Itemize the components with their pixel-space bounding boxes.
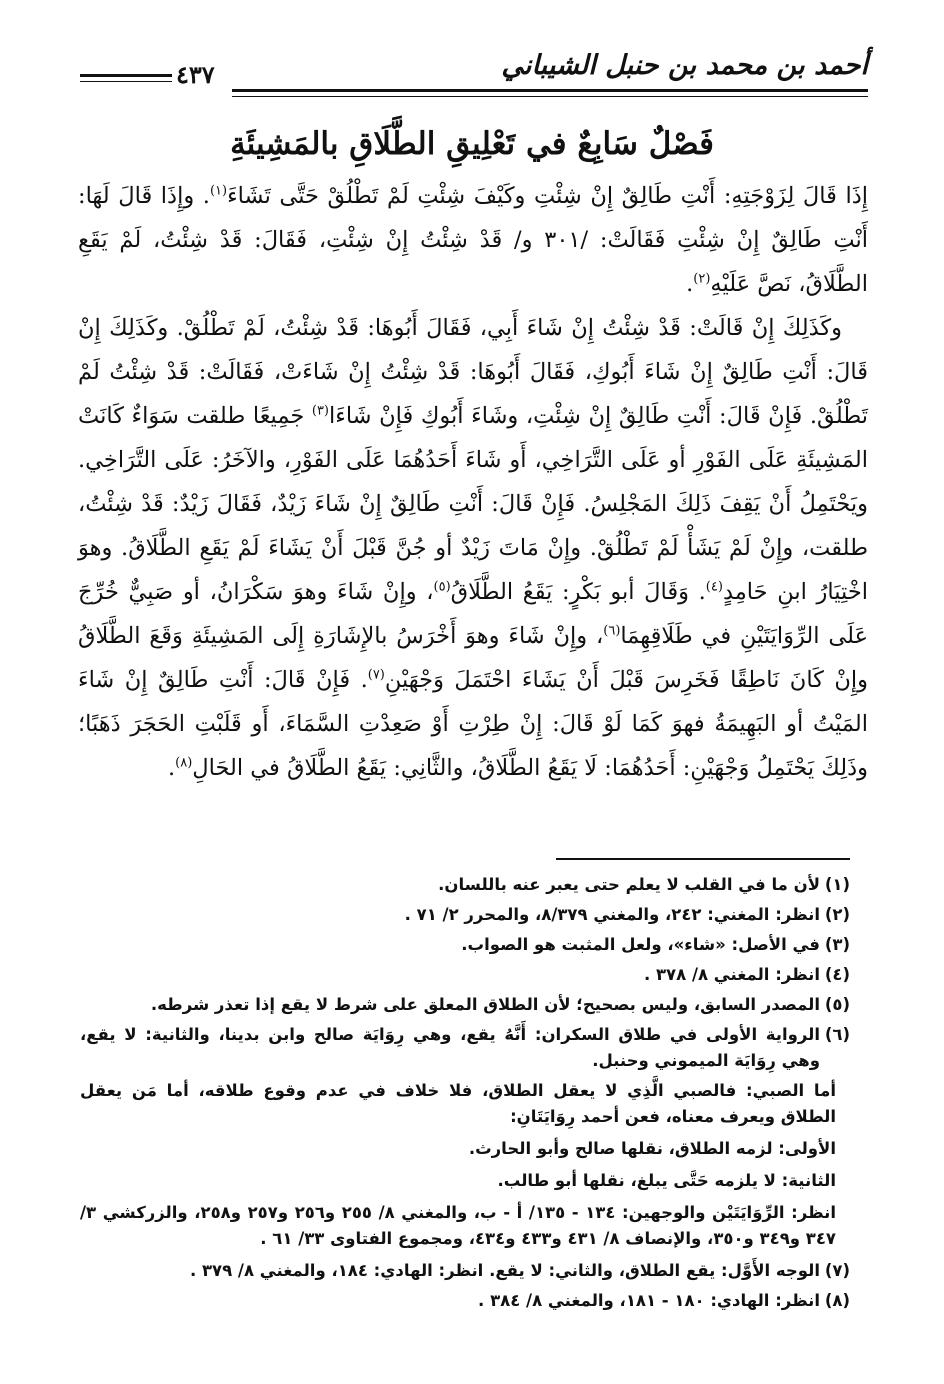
footnote-ref: (٢) [693,271,711,287]
footnote-ref: (٣) [311,403,329,419]
footnote-ref: (٤) [705,579,723,595]
footnote-number: (٨) [824,1291,850,1310]
footnote-text: انظر: الهادي: ١٨٠ - ١٨١، والمغني ٨/ ٣٨٤ . [478,1291,820,1310]
footnote-number: (١) [824,875,850,894]
text-run: وكَذَلِكَ إِنْ قَالَتْ: قَدْ شِئْتُ إِنْ شَاءَ أَبِي، فَقَالَ أَبُوهَا: قَدْ شِئْتُ، لَمْ تَطْلُقْ. وكَذَلِكَ إِنْ قَالَ: أَنْتِ طَالِقٌ إِنْ شَاءَ أَبُوكِ، فَقَالَ أَبُوهَا: قَدْ شِئْتُ إِنْ شَاءَتْ، فَقَالَتْ: قَدْ شِئْتُ لَمْ تَطْلُقْ. فَإِنْ قَالَ: أَنْتِ طَالِقٌ إِنْ شِئْتِ، وشَاءَ أَبُوكِ فَإِنْ شَاءَا [78,315,868,429]
footnote [80,932,850,958]
footnote-continuation: الثانية: لا يلزمه حَتَّى يبلغ، نقلها أبو طالب. [497,1171,836,1190]
footnote [80,992,850,1018]
footnote-ref: (٦) [603,623,621,639]
footnote-citation: انظر: الرِّوَايَتَيْن والوجهين: ١٣٤ - ١٣٥/ أ - ب، والمغني ٨/ ٢٥٥ و٢٥٦ و٢٥٧ و٢٥٨، والزركشي ٣/ ٣٤٧ و٣٤٩ و٣٥٠، والإنصاف ٨/ ٤٣١ و٤٣٣ و٤٣٤، ومجموع الفتاوى ٣٣/ ٦١ . [80,1203,836,1248]
main-text [78,174,868,790]
section-title: فَصْلٌ سَابِعٌ في تَعْلِيقِ الطَّلَاقِ بالمَشِيئَةِ [230,126,714,162]
footnote-text: انظر: المغني: ٢٤٢، والمغني ٨/٣٧٩، والمحرر ٢/ ٧١ . [404,905,820,924]
page-number: ٤٣٧ [176,60,215,89]
footnote [80,1288,850,1314]
paragraph [78,174,868,306]
text-run: ، وإِنْ شَاءَ وهوَ أَخْرَسُ بالإِشَارَةِ إِلَى المَشِيئَةِ وَقَعَ الطَّلَاقُ وإِنْ كَانَ نَاطِقًا فَخَرِسَ قَبْلَ أَنْ يَشَاءَ احْتَمَلَ وَجْهَيْنِ [78,623,869,693]
footnote [80,1258,850,1284]
footnote-ref: (٨) [175,755,193,771]
footnote-ref: (٧) [367,667,385,683]
text-run: . [168,755,176,781]
footnote [80,902,850,928]
header-rule-left [80,74,172,82]
footnotes [80,872,850,1318]
text-run: جَمِيعًا طلقت سَوَاءٌ كَانَتْ المَشِيئَةِ عَلَى الفَوْرِ أو عَلَى التَّرَاخِي، أَو شَاءَ أَحَدُهُمَا عَلَى الفَوْرِ، والآخَرُ: عَلَى التَّرَاخِي. ويَحْتَمِلُ أَنْ يَقِفَ ذَلِكَ المَجْلِسُ. فَإِنْ قَالَ: أَنْتِ طَالِقٌ إِنْ شَاءَ زَيْدٌ، فَقَالَ زَيْدٌ: قَدْ شِئْتُ، طلقت، وإِنْ لَمْ يَشَأْ لَمْ تَطْلُقْ. وإِنْ مَاتَ زَيْدٌ أو جُنَّ قَبْلَ أَنْ يَشَاءَ لَمْ يَقَعِ الطَّلَاقُ. وهوَ اخْتِيَارُ ابنِ حَامِدٍ [78,403,868,605]
footnote-number: (٣) [824,935,850,954]
page-header [80,50,868,100]
footnote-number: (٢) [824,905,850,924]
footnote-text: الوجه الأَوَّل: يقع الطلاق، والثاني: لا يقع. انظر: الهادي: ١٨٤، والمغني ٨/ ٣٧٩ . [189,1261,820,1280]
footnote-text: المصدر السابق، وليس بصحيح؛ لأن الطلاق المعلق على شرط لا يقع إذا تعذر شرطه. [150,995,820,1014]
footnote [80,1022,850,1074]
footnote-continuation: الأولى: لزمه الطلاق، نقلها صالح وأبو الحارث. [468,1139,836,1158]
header-rule [232,89,868,97]
footnote [80,872,850,898]
text-run: . [686,271,694,297]
text-run: . وَقَالَ أبو بَكْرٍ: يَقَعُ الطَّلَاقُ [450,579,706,605]
footnote-continuation: أما الصبي: فالصبي الَّذِي لا يعقل الطلاق، فلا خلاف في عدم وقوع طلاقه، أما مَن يعقل الطلاق ويعرف معناه، فعن أحمد رِوَايَتَانِ: [80,1081,836,1126]
footnote-ref: (٥) [433,579,451,595]
footnote [80,962,850,988]
footnote-text: الرواية الأولى في طلاق السكران: أَنَّهُ يقع، وهي رِوَايَة صالح وابن بدينا، والثانية: لا يقع، وهي رِوَايَة الميموني وحنبل. [80,1025,820,1070]
footnote-ref: (١) [209,183,228,199]
running-title: أحمد بن محمد بن حنبل الشيباني [501,50,868,81]
footnote-number: (٥) [824,995,850,1014]
footnote-number: (٧) [824,1261,850,1280]
text-run: . فَإِنْ قَالَ: أَنْتِ طَالِقٌ إِنْ شَاءَ المَيْتُ أو البَهِيمَةُ فهوَ كَمَا لَوْ قَالَ: إِنْ طِرْتِ أَوْ صَعِدْتِ السَّمَاءَ، أَو قَلَبْتِ الحَجَرَ ذَهَبًا؛ وذَلِكَ يَحْتَمِلُ وَجْهَيْنِ: أَحَدُهُمَا: لَا يَقَعُ الطَّلَاقُ، والثَّانِي: يَقَعُ الطَّلَاقُ في الحَالِ [78,667,868,781]
footnote-text: في الأصل: «شاء»، ولعل المثبت هو الصواب. [461,935,820,954]
text-run: . وإِذَا قَالَ لَهَا: أَنْتِ طَالِقٌ إِنْ شِئْتِ فَقَالَتْ: /٣٠١ و/ قَدْ شِئْتُ إِنْ شِئْتِ، فَقَالَ: قَدْ شِئْتُ، لَمْ يَقَعِ الطَّلَاقُ، نَصَّ عَلَيْهِ [78,183,868,297]
footnote-text: لأن ما في القلب لا يعلم حتى يعبر عنه باللسان. [438,875,820,894]
footnote-separator [556,858,850,860]
text-run: ، وإِنْ شَاءَ وهوَ سَكْرَانُ، أو صَبِيٌّ خُرِّجَ عَلَى الرِّوَايَتَيْنِ في طَلَاقِهِمَا [78,579,868,649]
footnote-number: (٦) [824,1025,850,1044]
footnote-number: (٤) [824,965,850,984]
footnote-text: انظر: المغني ٨/ ٣٧٨ . [643,965,820,984]
paragraph [78,306,868,790]
text-run: إِذَا قَالَ لِزَوْجَتِهِ: أَنْتِ طَالِقٌ إِنْ شِئْتِ وكَيْفَ شِئْتِ لَمْ تَطْلُقْ حَتَّى تَشَاءَ [227,183,868,209]
